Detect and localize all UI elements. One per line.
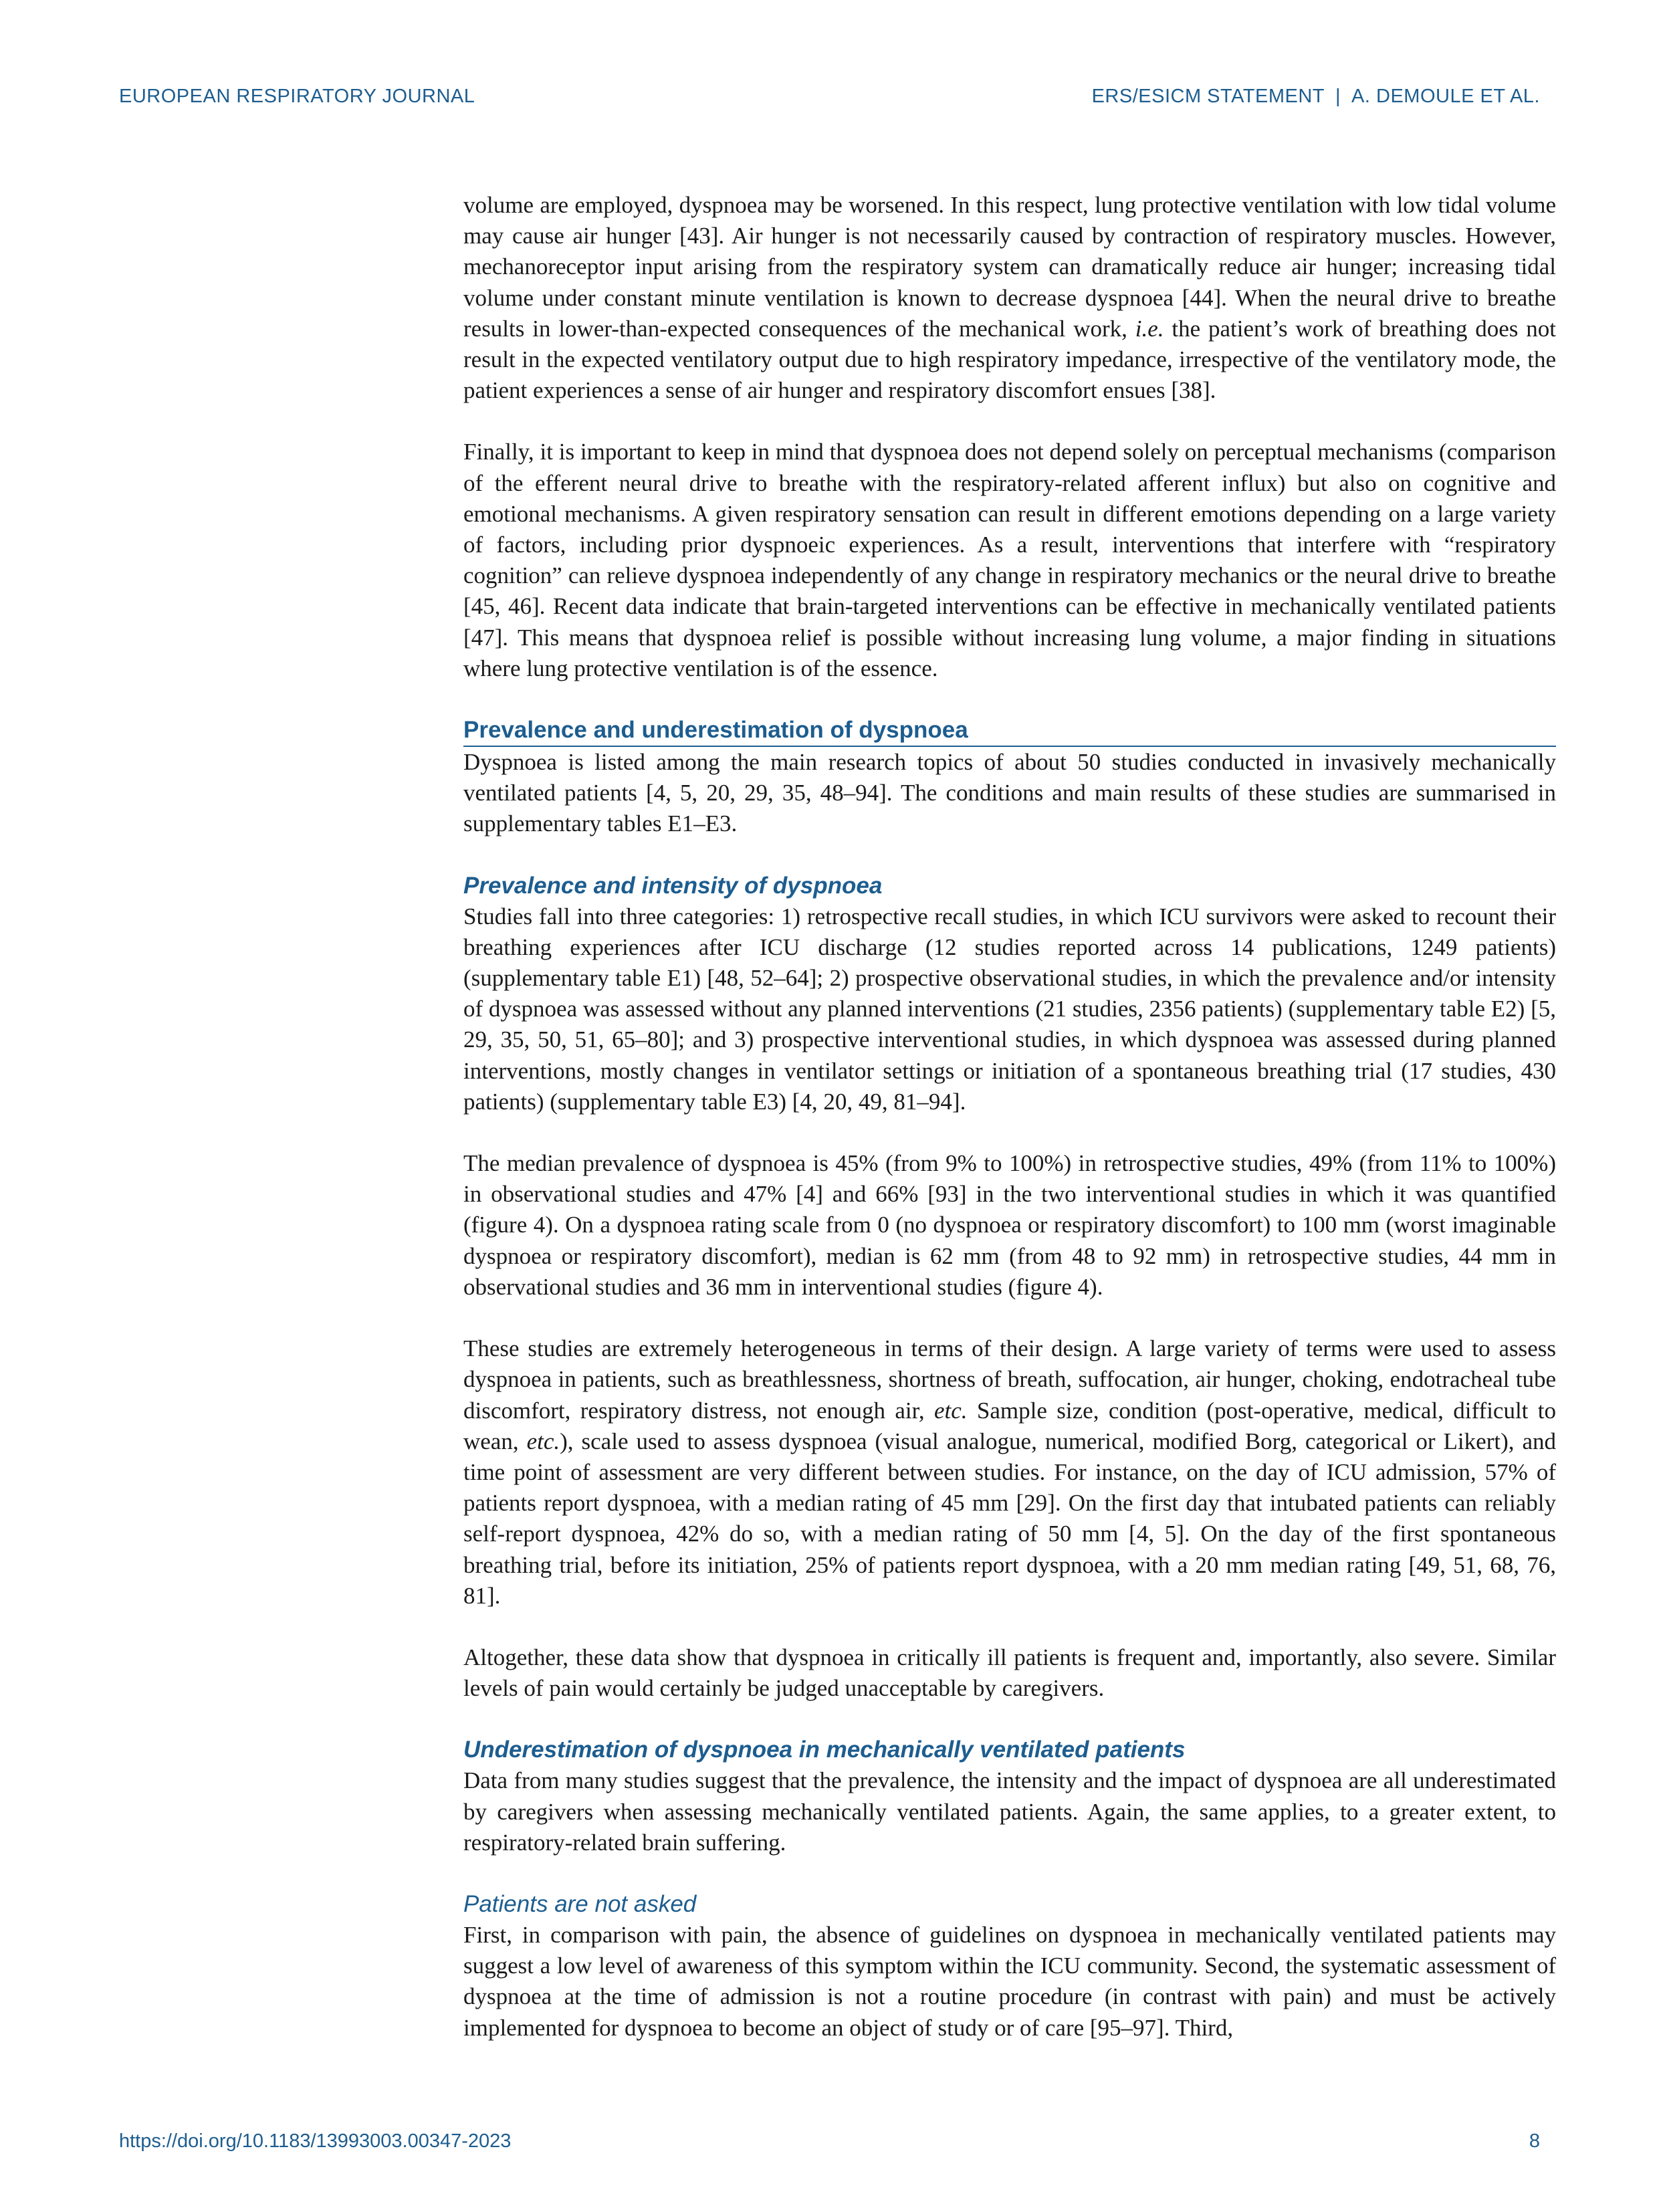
paragraph-6-text-b: Sample size, condition (post-operative, medical, difficult to wean,	[463, 1397, 1557, 1454]
article-type: ERS/ESICM STATEMENT	[1091, 86, 1325, 107]
paragraph-9: First, in comparison with pain, the absence of guidelines on dyspnoea in mechanically ventilated patients may suggest a low level of awareness of this symptom within the ICU community. Second, the systematic assessment of dyspnoea at the time of admission is not a routine procedure (in contrast with pain) and must be actively implemented for dyspnoea to become an object of study or of care [95–97]. Third,	[463, 1921, 1556, 2041]
article-info	[1092, 86, 1540, 108]
paragraph-1-text-b: the patient’s work of breathing does not result in the expected ventilatory output due to high respiratory impedance, irrespective of the ventilatory mode, the patient experiences a sense of air hunger and respiratory discomfort ensues [38].	[463, 315, 1557, 404]
paragraph-2: Finally, it is important to keep in mind that dyspnoea does not depend solely on perceptual mechanisms (comparison of the efferent neural drive to breathe with the respiratory-related afferent influx) but also on cognitive and emotional mechanisms. A given respiratory sensation can result in different emotions depending on a large variety of factors, including prior dyspnoeic experiences. As a result, interventions that interfere with “respiratory cognition” can relieve dyspnoea independently of any change in respiratory mechanics or the neural drive to breathe [45, 46]. Recent data indicate that brain-targeted interventions can be effective in mechanically ventilated patients [47]. This means that dyspnoea relief is possible without increasing lung volume, a major finding in situations where lung protective ventilation is of the essence.	[463, 439, 1556, 681]
header-separator: |	[1335, 86, 1341, 107]
doi-link[interactable]: https://doi.org/10.1183/13993003.00347-2023	[119, 2130, 512, 2152]
paragraph-7: Altogether, these data show that dyspnoea in critically ill patients is frequent and, importantly, also severe. Similar levels of pain would certainly be judged unacceptable by caregivers.	[463, 1644, 1556, 1702]
paragraph-4: Studies fall into three categories: 1) retrospective recall studies, in which ICU survivors were asked to recount their breathing experiences after ICU discharge (12 studies reported across 14 publications, 1249 patients) (supplementary table E1) [48, 52–64]; 2) prospective observational studies, in which the prevalence and/or intensity of dyspnoea was assessed without any planned interventions (21 studies, 2356 patients) (supplementary table E2) [5, 29, 35, 50, 51, 65–80]; and 3) prospective interventional studies, in which dyspnoea was assessed during planned interventions, mostly changes in ventilator settings or initiation of a spontaneous breathing trial (17 studies, 430 patients) (supplementary table E3) [4, 20, 49, 81–94].	[463, 903, 1556, 1115]
paragraph-6-italic-etc-1: etc.	[934, 1397, 968, 1424]
paragraph-6-italic-etc-2: etc.	[526, 1428, 560, 1454]
paragraph-1	[463, 190, 1556, 406]
paragraph-6-text-c: ), scale used to assess dyspnoea (visual analogue, numerical, modified Borg, categorical or Likert), and time point of assessment are very different between studies. For instance, on the day of ICU admission, 57% of patients report dyspnoea, with a median rating of 45 mm [29]. On the first day that intubated patients can reliably self-report dyspnoea, 42% do so, with a median rating of 50 mm [4, 5]. On the day of the first spontaneous breathing trial, before its initiation, 25% of patients report dyspnoea, with a 20 mm median rating [49, 51, 68, 76, 81].	[463, 1428, 1556, 1609]
paragraph-6	[463, 1333, 1556, 1612]
subsection-heading-underestimation: Underestimation of dyspnoea in mechanically ventilated patients	[463, 1737, 1186, 1763]
page-number: 8	[1529, 2130, 1540, 2152]
paragraph-1-text-a: volume are employed, dyspnoea may be worsened. In this respect, lung protective ventilation with low tidal volume may cause air hunger [43]. Air hunger is not necessarily caused by contraction of respiratory muscles. However, mechanoreceptor input arising from the respiratory system can dramatically reduce air hunger; increasing tidal volume under constant minute ventilation is known to decrease dyspnoea [44]. When the neural drive to breathe results in lower-than-expected consequences of the mechanical work,	[463, 192, 1556, 342]
subsection-heading-prevalence-intensity: Prevalence and intensity of dyspnoea	[463, 872, 883, 899]
paragraph-1-italic-ie: i.e.	[1135, 315, 1164, 342]
section-heading-prevalence: Prevalence and underestimation of dyspnoea	[463, 715, 1556, 747]
running-header	[119, 86, 1540, 112]
paragraph-6-text-a: These studies are extremely heterogeneous in terms of their design. A large variety of terms were used to assess dyspnoea in patients, such as breathlessness, shortness of breath, suffocation, air hunger, choking, endotracheal tube discomfort, respiratory distress, not enough air,	[463, 1335, 1556, 1424]
author-names: A. DEMOULE ET AL.	[1351, 86, 1540, 107]
article-body	[463, 190, 1556, 2074]
subsubsection-heading-patients-not-asked: Patients are not asked	[463, 1890, 697, 1917]
journal-name: EUROPEAN RESPIRATORY JOURNAL	[119, 86, 475, 107]
paragraph-5: The median prevalence of dyspnoea is 45% (from 9% to 100%) in retrospective studies, 49% (from 11% to 100%) in observational studies and 47% [4] and 66% [93] in the two interventional studies in which it was quantified (figure 4). On a dyspnoea rating scale from 0 (no dyspnoea or respiratory discomfort) to 100 mm (worst imaginable dyspnoea or respiratory discomfort), median is 62 mm (from 48 to 92 mm) in retrospective studies, 44 mm in observational studies and 36 mm in interventional studies (figure 4).	[463, 1150, 1556, 1300]
paragraph-3: Dyspnoea is listed among the main research topics of about 50 studies conducted in invasively mechanically ventilated patients [4, 5, 20, 29, 35, 48–94]. The conditions and main results of these studies are summarised in supplementary tables E1–E3.	[463, 749, 1556, 837]
paragraph-8: Data from many studies suggest that the prevalence, the intensity and the impact of dyspnoea are all underestimated by caregivers when assessing mechanically ventilated patients. Again, the same applies, to a greater extent, to respiratory-related brain suffering.	[463, 1767, 1556, 1856]
